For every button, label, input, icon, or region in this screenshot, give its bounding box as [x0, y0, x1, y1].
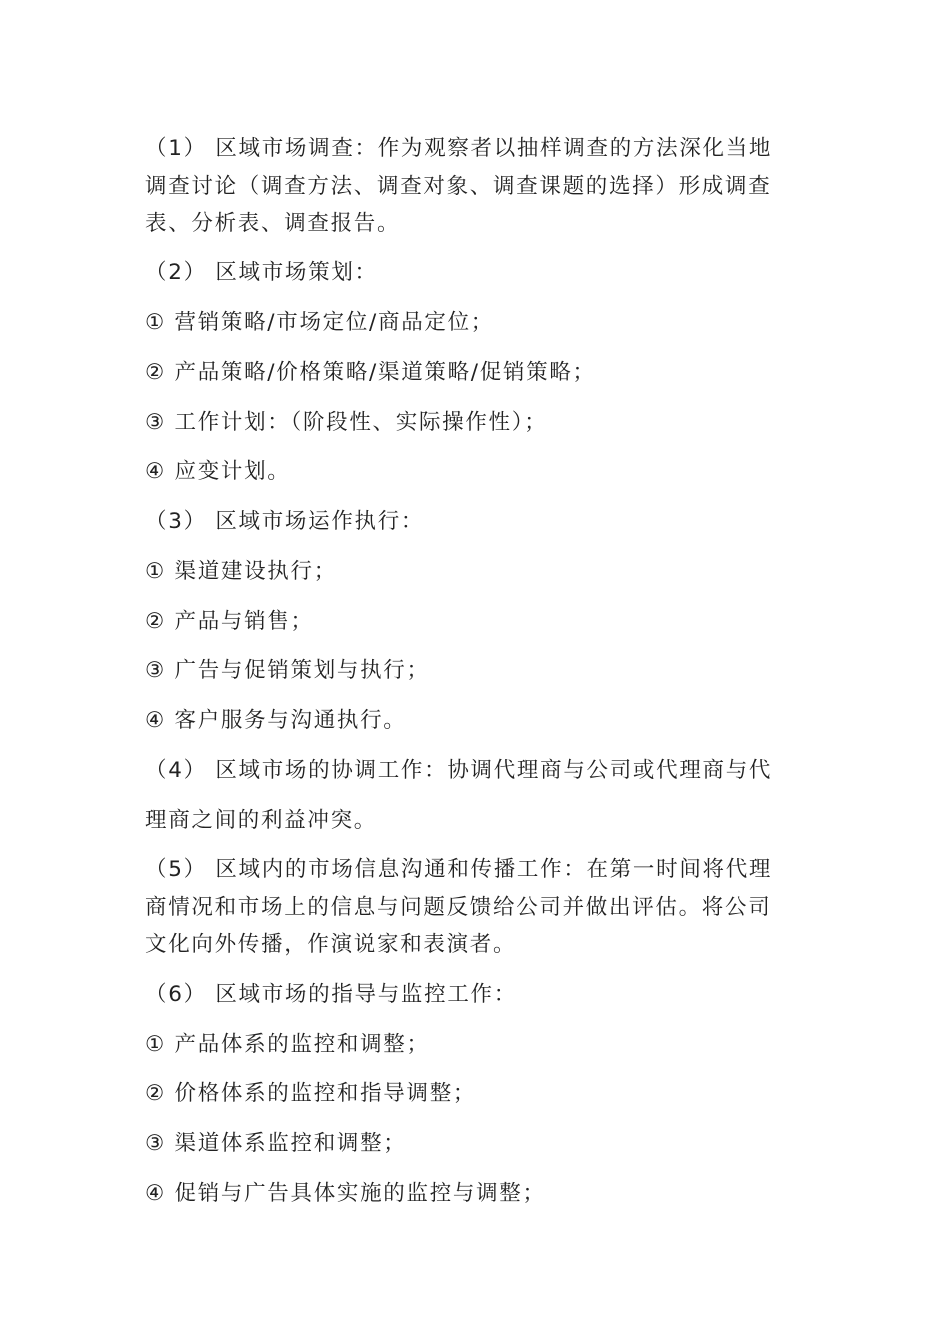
list-item: ③ 工作计划：（阶段性、实际操作性）；: [145, 410, 548, 435]
list-item: ④ 应变计划。: [145, 459, 291, 484]
list-item: ② 产品策略/价格策略/渠道策略/促销策略；: [145, 360, 596, 385]
text-line: 文化向外传播，作演说家和表演者。: [145, 932, 517, 957]
text-line: （5） 区域内的市场信息沟通和传播工作：在第一时间将代理: [145, 857, 773, 882]
list-item: ② 价格体系的监控和指导调整；: [145, 1081, 477, 1106]
text-line: 调查讨论（调查方法、调查对象、调查课题的选择）形成调查: [145, 174, 772, 199]
list-item: ③ 渠道体系监控和调整；: [145, 1131, 407, 1156]
list-item: ② 产品与销售；: [145, 609, 314, 634]
list-item: ④ 客户服务与沟通执行。: [145, 708, 407, 733]
text-line: 理商之间的利益冲突。: [145, 808, 378, 833]
text-line: 商情况和市场上的信息与问题反馈给公司并做出评估。将公司: [145, 895, 772, 920]
text-line: （6） 区域市场的指导与监控工作：: [145, 982, 517, 1007]
text-line: （4） 区域市场的协调工作：协调代理商与公司或代理商与代: [145, 758, 773, 783]
list-item: ④ 促销与广告具体实施的监控与调整；: [145, 1181, 546, 1206]
text-line: （2） 区域市场策划：: [145, 260, 378, 285]
list-item: ① 营销策略/市场定位/商品定位；: [145, 310, 494, 335]
list-item: ① 渠道建设执行；: [145, 559, 337, 584]
list-item: ③ 广告与促销策划与执行；: [145, 658, 430, 683]
text-line: （3） 区域市场运作执行：: [145, 509, 425, 534]
text-line: （1） 区域市场调查：作为观察者以抽样调查的方法深化当地: [145, 136, 773, 161]
text-line: 表、分析表、调查报告。: [145, 211, 401, 236]
list-item: ① 产品体系的监控和调整；: [145, 1032, 430, 1057]
